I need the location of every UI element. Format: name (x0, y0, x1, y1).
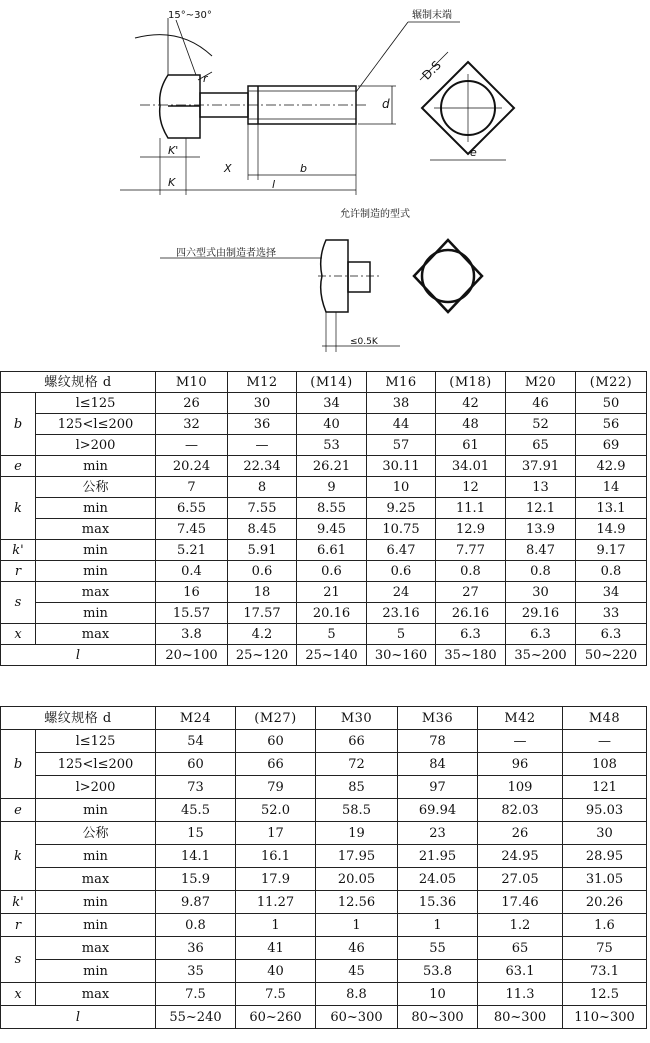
value-cell: 15.36 (398, 891, 478, 914)
value-cell: 17.95 (316, 845, 398, 868)
value-cell: 6.47 (367, 540, 436, 561)
size-header: (M27) (236, 707, 316, 730)
table-row (1, 822, 647, 845)
subparam-cell: 125<l≤200 (36, 414, 156, 435)
size-header: M24 (156, 707, 236, 730)
value-cell: 4.2 (228, 624, 297, 645)
value-cell: 7.5 (156, 983, 236, 1006)
value-cell: 12.9 (436, 519, 506, 540)
kprime-label: K' (168, 144, 179, 157)
subparam-cell: min (36, 603, 156, 624)
value-cell: 27 (436, 582, 506, 603)
table-row (1, 477, 647, 498)
value-cell: — (228, 435, 297, 456)
value-cell: 25~120 (228, 645, 297, 666)
value-cell: 26 (478, 822, 563, 845)
value-cell: 21 (297, 582, 367, 603)
value-cell: 16.1 (236, 845, 316, 868)
x-label: X (224, 162, 232, 175)
caption-alternate-form: 四六型式由制造者选择 (176, 248, 276, 259)
subparam-cell: max (36, 937, 156, 960)
value-cell: 20.26 (563, 891, 647, 914)
value-cell: 37.91 (506, 456, 576, 477)
value-cell: 56 (576, 414, 647, 435)
value-cell: 48 (436, 414, 506, 435)
value-cell: 97 (398, 776, 478, 799)
value-cell: 78 (398, 730, 478, 753)
table-row (1, 983, 647, 1006)
value-cell: 13.1 (576, 498, 647, 519)
value-cell: 65 (506, 435, 576, 456)
value-cell: 63.1 (478, 960, 563, 983)
value-cell: 57 (367, 435, 436, 456)
value-cell: 35~180 (436, 645, 506, 666)
value-cell: 18 (228, 582, 297, 603)
value-cell: 50~220 (576, 645, 647, 666)
value-cell: 8.55 (297, 498, 367, 519)
value-cell: 12 (436, 477, 506, 498)
value-cell: 80~300 (398, 1006, 478, 1029)
value-cell: 108 (563, 753, 647, 776)
value-cell: 60 (156, 753, 236, 776)
value-cell: 34.01 (436, 456, 506, 477)
value-cell: 45.5 (156, 799, 236, 822)
value-cell: 55~240 (156, 1006, 236, 1029)
value-cell: 17.46 (478, 891, 563, 914)
value-cell: 1.6 (563, 914, 647, 937)
value-cell: 13 (506, 477, 576, 498)
size-header: (M18) (436, 372, 506, 393)
value-cell: 80~300 (478, 1006, 563, 1029)
value-cell: 121 (563, 776, 647, 799)
value-cell: 53.8 (398, 960, 478, 983)
value-cell: 11.3 (478, 983, 563, 1006)
symbol-cell: e (1, 799, 36, 822)
value-cell: 110~300 (563, 1006, 647, 1029)
symbol-cell: k (1, 477, 36, 540)
value-cell: 53 (297, 435, 367, 456)
table-row (1, 540, 647, 561)
value-cell: 11.27 (236, 891, 316, 914)
subparam-cell: min (36, 456, 156, 477)
value-cell: 25~140 (297, 645, 367, 666)
end-leader (356, 22, 408, 92)
value-cell: 38 (367, 393, 436, 414)
value-cell: 13.9 (506, 519, 576, 540)
value-cell: 95.03 (563, 799, 647, 822)
value-cell: 84 (398, 753, 478, 776)
value-cell: 24.95 (478, 845, 563, 868)
value-cell: 8.8 (316, 983, 398, 1006)
value-cell: 7 (156, 477, 228, 498)
subparam-cell: min (36, 498, 156, 519)
symbol-cell: s (1, 937, 36, 983)
value-cell: 14 (576, 477, 647, 498)
value-cell: 1 (236, 914, 316, 937)
size-header: M36 (398, 707, 478, 730)
value-cell: 29.16 (506, 603, 576, 624)
subparam-cell: min (36, 561, 156, 582)
value-cell: — (478, 730, 563, 753)
angle-ref-line-2 (176, 20, 196, 75)
value-cell: 60~260 (236, 1006, 316, 1029)
symbol-cell: b (1, 730, 36, 799)
value-cell: 40 (297, 414, 367, 435)
d-label: d (382, 97, 390, 111)
caption-permitted-form: 允许制造的型式 (340, 209, 410, 220)
table-row (1, 1006, 647, 1029)
value-cell: 30 (506, 582, 576, 603)
value-cell: 9 (297, 477, 367, 498)
value-cell: 30~160 (367, 645, 436, 666)
value-cell: 1 (398, 914, 478, 937)
subparam-cell: l>200 (36, 776, 156, 799)
value-cell: 5 (297, 624, 367, 645)
symbol-cell: l (1, 645, 156, 666)
value-cell: 0.8 (576, 561, 647, 582)
value-cell: 17 (236, 822, 316, 845)
size-header: M30 (316, 707, 398, 730)
value-cell: 28.95 (563, 845, 647, 868)
value-cell: 96 (478, 753, 563, 776)
value-cell: 69 (576, 435, 647, 456)
value-cell: 50 (576, 393, 647, 414)
value-cell: 14.1 (156, 845, 236, 868)
value-cell: 26 (156, 393, 228, 414)
value-cell: 12.56 (316, 891, 398, 914)
table-row (1, 435, 647, 456)
size-header: M42 (478, 707, 563, 730)
subparam-cell: max (36, 582, 156, 603)
value-cell: 60 (236, 730, 316, 753)
table-row (1, 960, 647, 983)
value-cell: 9.17 (576, 540, 647, 561)
size-header: M48 (563, 707, 647, 730)
subparam-cell: max (36, 624, 156, 645)
value-cell: 58.5 (316, 799, 398, 822)
table-row (1, 776, 647, 799)
value-cell: 20.16 (297, 603, 367, 624)
value-cell: 46 (316, 937, 398, 960)
value-cell: 11.1 (436, 498, 506, 519)
value-cell: 73.1 (563, 960, 647, 983)
table-row (1, 730, 647, 753)
table-row (1, 519, 647, 540)
value-cell: 40 (236, 960, 316, 983)
value-cell: 35~200 (506, 645, 576, 666)
table-row (1, 393, 647, 414)
table-row (1, 603, 647, 624)
value-cell: 85 (316, 776, 398, 799)
symbol-cell: k' (1, 891, 36, 914)
value-cell: 15.9 (156, 868, 236, 891)
value-cell: 22.34 (228, 456, 297, 477)
value-cell: 8.45 (228, 519, 297, 540)
subparam-cell: min (36, 960, 156, 983)
header-row (1, 372, 647, 393)
value-cell: 0.6 (228, 561, 297, 582)
value-cell: 33 (576, 603, 647, 624)
size-header: M12 (228, 372, 297, 393)
value-cell: 32 (156, 414, 228, 435)
value-cell: 54 (156, 730, 236, 753)
subparam-cell: min (36, 891, 156, 914)
value-cell: 7.45 (156, 519, 228, 540)
value-cell: 61 (436, 435, 506, 456)
value-cell: 1 (316, 914, 398, 937)
value-cell: 17.9 (236, 868, 316, 891)
bolt-drawing (0, 0, 650, 370)
end-note-label: 辗制末端 (412, 10, 452, 21)
value-cell: 26.16 (436, 603, 506, 624)
table-row (1, 845, 647, 868)
table-row (1, 582, 647, 603)
subparam-cell: l>200 (36, 435, 156, 456)
subparam-cell: min (36, 540, 156, 561)
value-cell: 42 (436, 393, 506, 414)
value-cell: 42.9 (576, 456, 647, 477)
value-cell: 44 (367, 414, 436, 435)
value-cell: 31.05 (563, 868, 647, 891)
symbol-cell: k' (1, 540, 36, 561)
value-cell: 5.91 (228, 540, 297, 561)
value-cell: 6.3 (506, 624, 576, 645)
value-cell: 0.8 (506, 561, 576, 582)
value-cell: 17.57 (228, 603, 297, 624)
value-cell: 12.1 (506, 498, 576, 519)
value-cell: 20.05 (316, 868, 398, 891)
size-header: (M22) (576, 372, 647, 393)
value-cell: 7.55 (228, 498, 297, 519)
value-cell: 52 (506, 414, 576, 435)
value-cell: 72 (316, 753, 398, 776)
value-cell: 109 (478, 776, 563, 799)
ds-label: D.S (419, 58, 444, 83)
thread-spec-header: 螺纹规格 d (1, 372, 156, 393)
l-label: l (272, 178, 276, 191)
spec-table-1 (0, 371, 647, 666)
value-cell: 27.05 (478, 868, 563, 891)
size-header: M16 (367, 372, 436, 393)
thread-spec-header: 螺纹规格 d (1, 707, 156, 730)
subparam-cell: max (36, 519, 156, 540)
value-cell: 65 (478, 937, 563, 960)
value-cell: 52.0 (236, 799, 316, 822)
subparam-cell: min (36, 914, 156, 937)
value-cell: 6.3 (576, 624, 647, 645)
value-cell: 0.4 (156, 561, 228, 582)
value-cell: 8 (228, 477, 297, 498)
value-cell: 0.6 (297, 561, 367, 582)
value-cell: 0.8 (156, 914, 236, 937)
value-cell: 19 (316, 822, 398, 845)
symbol-cell: s (1, 582, 36, 624)
value-cell: 20.24 (156, 456, 228, 477)
table-row (1, 498, 647, 519)
symbol-cell: r (1, 561, 36, 582)
table-row (1, 914, 647, 937)
value-cell: 30 (228, 393, 297, 414)
symbol-cell: x (1, 624, 36, 645)
subparam-cell: l≤125 (36, 730, 156, 753)
table-row (1, 456, 647, 477)
value-cell: 3.8 (156, 624, 228, 645)
e-label: e (470, 146, 477, 159)
value-cell: 30.11 (367, 456, 436, 477)
subparam-cell: min (36, 799, 156, 822)
value-cell: 10 (398, 983, 478, 1006)
value-cell: 16 (156, 582, 228, 603)
value-cell: 34 (576, 582, 647, 603)
value-cell: 6.61 (297, 540, 367, 561)
value-cell: 24.05 (398, 868, 478, 891)
symbol-cell: b (1, 393, 36, 456)
value-cell: — (156, 435, 228, 456)
value-cell: 6.55 (156, 498, 228, 519)
value-cell: 20~100 (156, 645, 228, 666)
value-cell: 82.03 (478, 799, 563, 822)
subparam-cell: l≤125 (36, 393, 156, 414)
value-cell: 9.25 (367, 498, 436, 519)
value-cell: 79 (236, 776, 316, 799)
value-cell: 36 (228, 414, 297, 435)
value-cell: 14.9 (576, 519, 647, 540)
size-header: M20 (506, 372, 576, 393)
spec-table-2 (0, 706, 647, 1029)
table-row (1, 799, 647, 822)
subparam-cell: 125<l≤200 (36, 753, 156, 776)
side-view (120, 18, 460, 195)
symbol-cell: k (1, 822, 36, 891)
value-cell: 66 (236, 753, 316, 776)
size-header: M10 (156, 372, 228, 393)
subparam-cell: 公称 (36, 477, 156, 498)
value-cell: 12.5 (563, 983, 647, 1006)
size-header: (M14) (297, 372, 367, 393)
value-cell: 0.6 (367, 561, 436, 582)
value-cell: 55 (398, 937, 478, 960)
value-cell: 24 (367, 582, 436, 603)
value-cell: 7.77 (436, 540, 506, 561)
value-cell: 35 (156, 960, 236, 983)
value-cell: 5 (367, 624, 436, 645)
r-label: r (203, 72, 208, 85)
table-row (1, 414, 647, 435)
value-cell: 15.57 (156, 603, 228, 624)
value-cell: 30 (563, 822, 647, 845)
header-row (1, 707, 647, 730)
value-cell: 75 (563, 937, 647, 960)
value-cell: 73 (156, 776, 236, 799)
symbol-cell: r (1, 914, 36, 937)
alt-circle (422, 250, 474, 302)
value-cell: 0.8 (436, 561, 506, 582)
b-label: b (300, 162, 307, 175)
k-note-label: ≤0.5K (350, 337, 378, 347)
alt-neck (348, 262, 370, 292)
value-cell: 69.94 (398, 799, 478, 822)
subparam-cell: min (36, 845, 156, 868)
value-cell: 9.45 (297, 519, 367, 540)
value-cell: 26.21 (297, 456, 367, 477)
table-row (1, 891, 647, 914)
table-row (1, 645, 647, 666)
subparam-cell: max (36, 868, 156, 891)
value-cell: — (563, 730, 647, 753)
symbol-cell: x (1, 983, 36, 1006)
symbol-cell: e (1, 456, 36, 477)
value-cell: 46 (506, 393, 576, 414)
value-cell: 34 (297, 393, 367, 414)
table-row (1, 561, 647, 582)
value-cell: 23.16 (367, 603, 436, 624)
table-row (1, 753, 647, 776)
value-cell: 15 (156, 822, 236, 845)
value-cell: 10.75 (367, 519, 436, 540)
value-cell: 45 (316, 960, 398, 983)
value-cell: 1.2 (478, 914, 563, 937)
angle-label: 15°~30° (168, 10, 212, 21)
table-row (1, 624, 647, 645)
table-row (1, 937, 647, 960)
value-cell: 10 (367, 477, 436, 498)
value-cell: 8.47 (506, 540, 576, 561)
value-cell: 7.5 (236, 983, 316, 1006)
value-cell: 21.95 (398, 845, 478, 868)
value-cell: 66 (316, 730, 398, 753)
value-cell: 60~300 (316, 1006, 398, 1029)
value-cell: 9.87 (156, 891, 236, 914)
symbol-cell: l (1, 1006, 156, 1029)
table-row (1, 868, 647, 891)
value-cell: 36 (156, 937, 236, 960)
value-cell: 23 (398, 822, 478, 845)
subparam-cell: 公称 (36, 822, 156, 845)
value-cell: 41 (236, 937, 316, 960)
angle-arc (135, 35, 212, 56)
subparam-cell: max (36, 983, 156, 1006)
value-cell: 5.21 (156, 540, 228, 561)
value-cell: 6.3 (436, 624, 506, 645)
k-label: K (168, 176, 176, 189)
